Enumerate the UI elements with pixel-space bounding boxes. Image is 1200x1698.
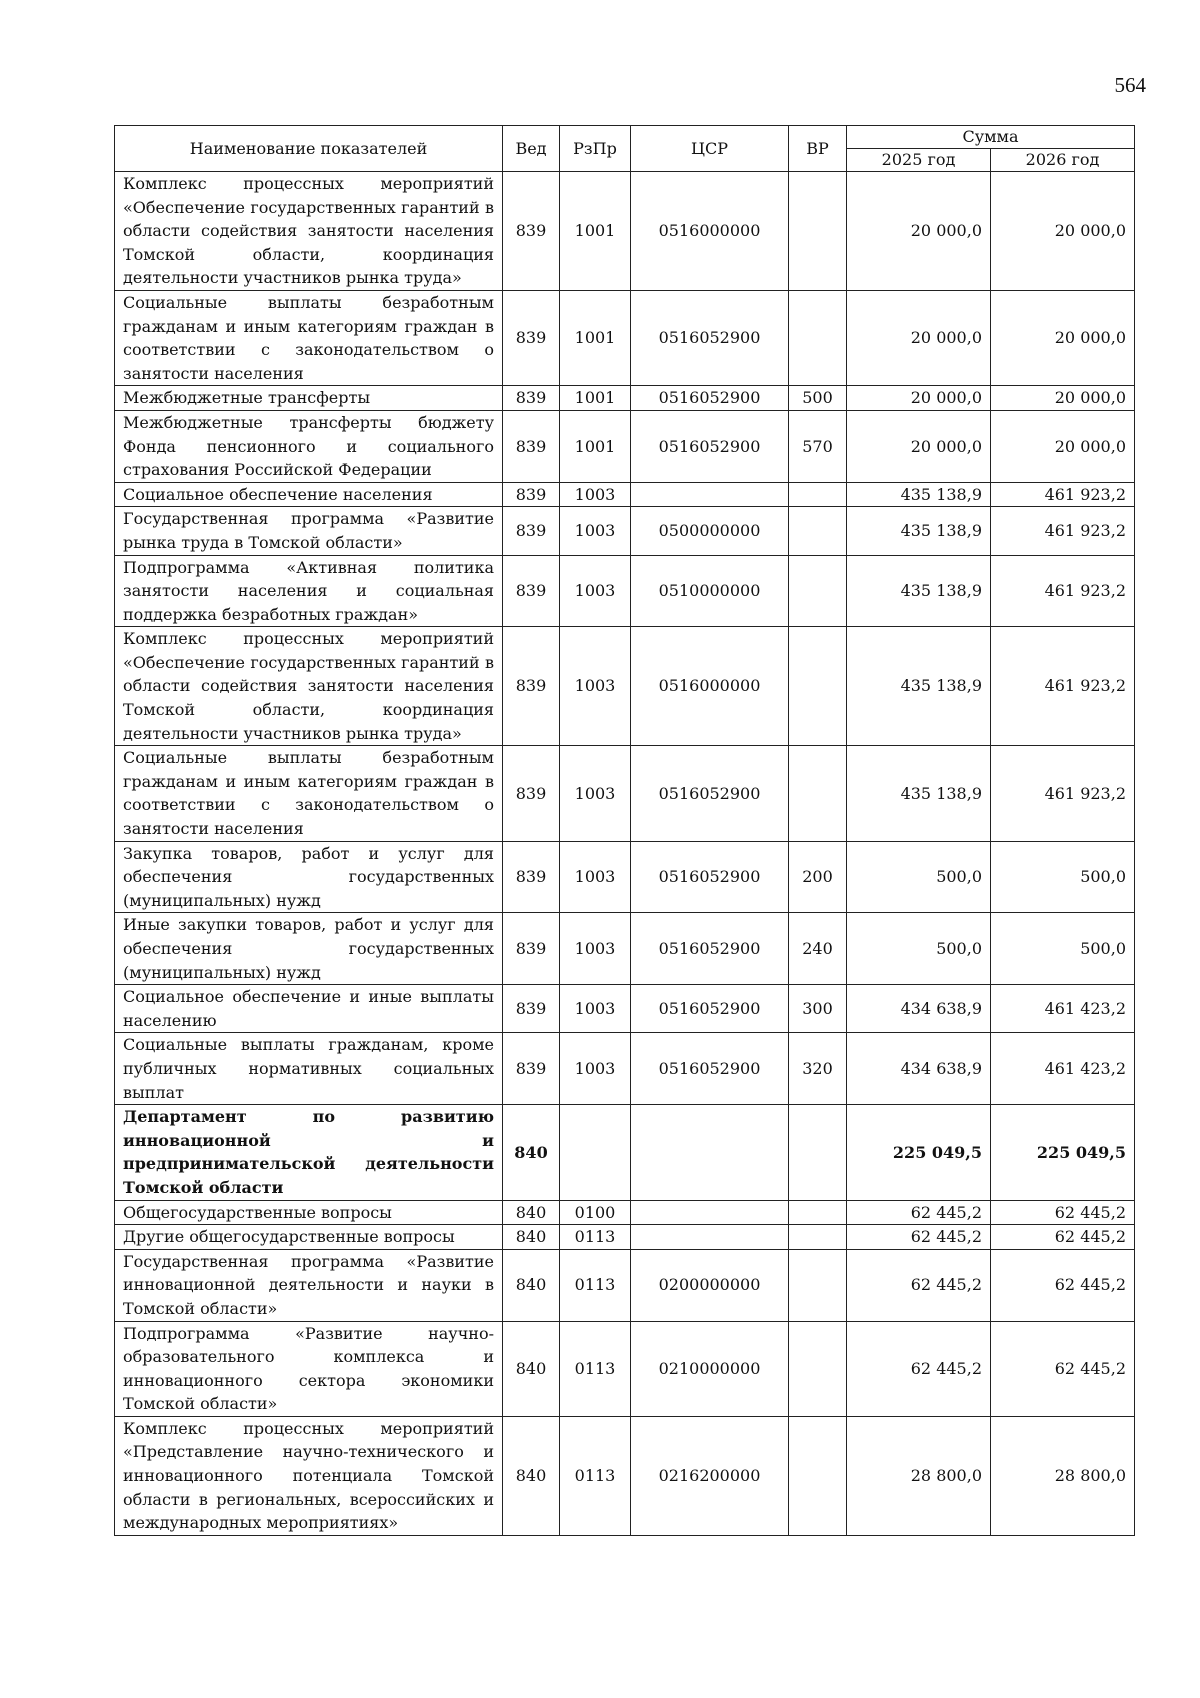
row-csr: 0200000000 [631,1249,789,1321]
table-row [115,1321,1135,1416]
row-csr: 0516052900 [631,985,789,1033]
row-rzpr: 0113 [560,1225,631,1250]
row-csr: 0516052900 [631,913,789,985]
row-rzpr: 1003 [560,1033,631,1105]
row-ved: 839 [503,913,560,985]
row-sum-2025: 20 000,0 [847,290,991,385]
row-name: Межбюджетные трансферты [115,386,503,411]
row-rzpr: 1001 [560,386,631,411]
header-csr: ЦСР [631,126,789,172]
row-rzpr: 1003 [560,507,631,555]
row-csr: 0516052900 [631,290,789,385]
row-sum-2026: 461 923,2 [991,627,1135,746]
row-rzpr: 1001 [560,290,631,385]
row-sum-2025: 434 638,9 [847,985,991,1033]
row-rzpr: 1003 [560,913,631,985]
table-row [115,841,1135,913]
row-name: Комплекс процессных мероприятий «Обеспечение государственных гарантий в области содействия занятости населения Томской области, координация деятельности участников рынка труда» [115,172,503,291]
table-row [115,482,1135,507]
row-sum-2026: 62 445,2 [991,1249,1135,1321]
row-csr: 0516052900 [631,410,789,482]
row-sum-2026: 62 445,2 [991,1225,1135,1250]
row-sum-2026: 62 445,2 [991,1200,1135,1225]
row-name: Подпрограмма «Развитие научно-образовательного комплекса и инновационного сектора экономики Томской области» [115,1321,503,1416]
row-sum-2026: 500,0 [991,841,1135,913]
row-csr: 0510000000 [631,555,789,627]
row-name: Социальное обеспечение населения [115,482,503,507]
row-sum-2026: 28 800,0 [991,1416,1135,1535]
row-name: Комплекс процессных мероприятий «Представление научно-технического и инновационного потенциала Томской области в региональных, всероссийских и международных мероприятиях» [115,1416,503,1535]
row-name: Общегосударственные вопросы [115,1200,503,1225]
table-row [115,1105,1135,1200]
row-vr: 200 [789,841,847,913]
row-ved: 839 [503,1033,560,1105]
page-number: 564 [1114,73,1146,97]
row-sum-2026: 461 923,2 [991,482,1135,507]
row-name: Подпрограмма «Активная политика занятости населения и социальная поддержка безработных граждан» [115,555,503,627]
row-sum-2025: 435 138,9 [847,507,991,555]
row-sum-2025: 20 000,0 [847,410,991,482]
header-sum: Сумма [847,126,1135,149]
row-sum-2025: 435 138,9 [847,555,991,627]
row-vr [789,290,847,385]
row-sum-2025: 20 000,0 [847,386,991,411]
row-rzpr: 0113 [560,1416,631,1535]
table-header-row [115,126,1135,149]
row-name: Социальные выплаты безработным гражданам и иным категориям граждан в соответствии с законодательством о занятости населения [115,746,503,841]
row-ved: 839 [503,507,560,555]
table-row [115,290,1135,385]
row-vr [789,627,847,746]
header-year-2026: 2026 год [991,149,1135,172]
header-name: Наименование показателей [115,126,503,172]
row-rzpr: 0100 [560,1200,631,1225]
row-sum-2026: 461 423,2 [991,1033,1135,1105]
row-sum-2025: 500,0 [847,841,991,913]
row-vr: 500 [789,386,847,411]
row-sum-2026: 461 923,2 [991,746,1135,841]
row-vr [789,482,847,507]
header-rzpr: РзПр [560,126,631,172]
row-csr: 0210000000 [631,1321,789,1416]
row-name: Государственная программа «Развитие рынка труда в Томской области» [115,507,503,555]
row-sum-2025: 435 138,9 [847,746,991,841]
row-vr: 240 [789,913,847,985]
row-vr: 300 [789,985,847,1033]
row-vr [789,1225,847,1250]
row-csr: 0516052900 [631,1033,789,1105]
row-ved: 839 [503,172,560,291]
row-csr: 0516000000 [631,172,789,291]
table-row [115,1225,1135,1250]
row-name: Социальное обеспечение и иные выплаты населению [115,985,503,1033]
row-vr [789,1416,847,1535]
row-csr [631,482,789,507]
row-rzpr: 1003 [560,746,631,841]
row-name: Комплекс процессных мероприятий «Обеспечение государственных гарантий в области содействия занятости населения Томской области, координация деятельности участников рынка труда» [115,627,503,746]
row-ved: 839 [503,410,560,482]
row-ved: 840 [503,1416,560,1535]
row-sum-2026: 20 000,0 [991,290,1135,385]
row-csr: 0516052900 [631,746,789,841]
row-vr [789,507,847,555]
row-sum-2025: 62 445,2 [847,1225,991,1250]
row-csr: 0216200000 [631,1416,789,1535]
row-sum-2025: 435 138,9 [847,482,991,507]
row-ved: 839 [503,555,560,627]
table-row [115,410,1135,482]
row-csr [631,1105,789,1200]
row-sum-2026: 500,0 [991,913,1135,985]
row-ved: 840 [503,1225,560,1250]
table-row [115,507,1135,555]
table-row [115,1249,1135,1321]
row-ved: 840 [503,1249,560,1321]
row-name: Закупка товаров, работ и услуг для обеспечения государственных (муниципальных) нужд [115,841,503,913]
row-name: Межбюджетные трансферты бюджету Фонда пенсионного и социального страхования Российской Федерации [115,410,503,482]
table-row [115,1200,1135,1225]
table-row [115,172,1135,291]
row-ved: 839 [503,841,560,913]
table-body [115,172,1135,1536]
row-sum-2025: 62 445,2 [847,1200,991,1225]
table-row [115,746,1135,841]
row-csr: 0516052900 [631,386,789,411]
row-ved: 840 [503,1200,560,1225]
row-sum-2025: 434 638,9 [847,1033,991,1105]
row-name: Социальные выплаты гражданам, кроме публичных нормативных социальных выплат [115,1033,503,1105]
row-name: Департамент по развитию инновационной и предпринимательской деятельности Томской области [115,1105,503,1200]
row-csr: 0516000000 [631,627,789,746]
row-vr [789,1105,847,1200]
table-row [115,913,1135,985]
row-ved: 839 [503,746,560,841]
header-vr: ВР [789,126,847,172]
row-sum-2026: 20 000,0 [991,386,1135,411]
row-csr: 0516052900 [631,841,789,913]
row-csr [631,1200,789,1225]
row-sum-2025: 435 138,9 [847,627,991,746]
row-ved: 839 [503,627,560,746]
row-vr: 320 [789,1033,847,1105]
row-ved: 839 [503,482,560,507]
row-rzpr: 0113 [560,1249,631,1321]
row-vr [789,555,847,627]
row-vr [789,1321,847,1416]
row-csr: 0500000000 [631,507,789,555]
row-rzpr: 1003 [560,555,631,627]
row-name: Социальные выплаты безработным гражданам и иным категориям граждан в соответствии с законодательством о занятости населения [115,290,503,385]
row-rzpr: 1001 [560,410,631,482]
table-row [115,555,1135,627]
table-row [115,985,1135,1033]
row-vr [789,746,847,841]
row-sum-2026: 20 000,0 [991,172,1135,291]
row-sum-2026: 461 923,2 [991,555,1135,627]
row-sum-2026: 20 000,0 [991,410,1135,482]
row-rzpr [560,1105,631,1200]
row-rzpr: 1003 [560,482,631,507]
row-ved: 839 [503,290,560,385]
table-row [115,1416,1135,1535]
row-sum-2025: 62 445,2 [847,1249,991,1321]
row-sum-2025: 225 049,5 [847,1105,991,1200]
row-sum-2026: 461 923,2 [991,507,1135,555]
row-ved: 840 [503,1105,560,1200]
row-sum-2025: 20 000,0 [847,172,991,291]
header-ved: Вед [503,126,560,172]
row-sum-2026: 62 445,2 [991,1321,1135,1416]
row-rzpr: 1003 [560,985,631,1033]
row-sum-2025: 62 445,2 [847,1321,991,1416]
table-row [115,1033,1135,1105]
row-vr [789,172,847,291]
row-name: Государственная программа «Развитие инновационной деятельности и науки в Томской области» [115,1249,503,1321]
row-sum-2025: 28 800,0 [847,1416,991,1535]
row-csr [631,1225,789,1250]
budget-table [114,125,1135,1536]
row-sum-2026: 225 049,5 [991,1105,1135,1200]
row-vr [789,1249,847,1321]
row-vr [789,1200,847,1225]
row-rzpr: 1003 [560,627,631,746]
header-year-2025: 2025 год [847,149,991,172]
row-sum-2025: 500,0 [847,913,991,985]
row-vr: 570 [789,410,847,482]
row-rzpr: 1001 [560,172,631,291]
row-ved: 840 [503,1321,560,1416]
row-name: Иные закупки товаров, работ и услуг для обеспечения государственных (муниципальных) нужд [115,913,503,985]
table-row [115,386,1135,411]
table-row [115,627,1135,746]
row-sum-2026: 461 423,2 [991,985,1135,1033]
row-rzpr: 1003 [560,841,631,913]
row-rzpr: 0113 [560,1321,631,1416]
row-name: Другие общегосударственные вопросы [115,1225,503,1250]
row-ved: 839 [503,985,560,1033]
row-ved: 839 [503,386,560,411]
